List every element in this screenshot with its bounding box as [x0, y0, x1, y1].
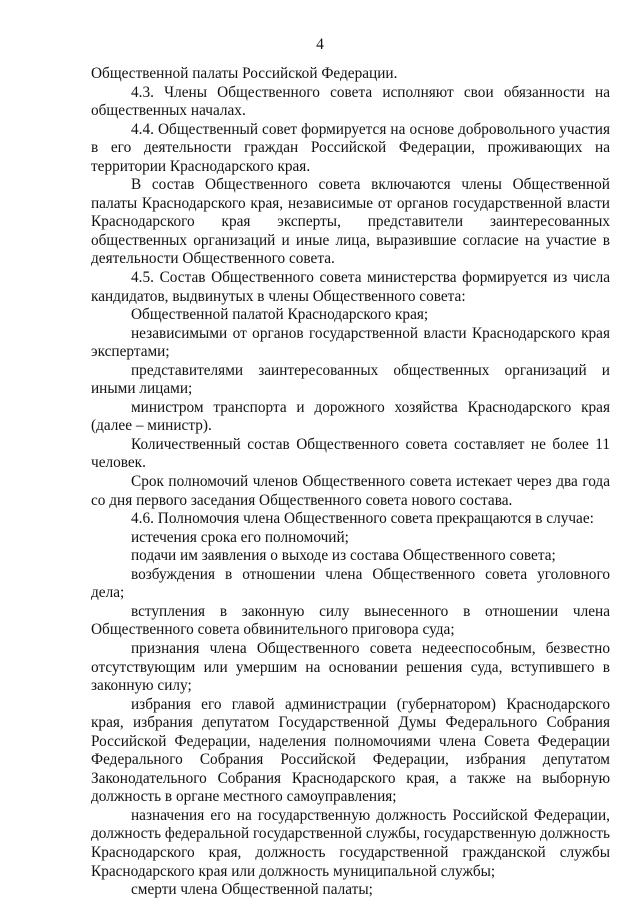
paragraph: 4.6. Полномочия члена Общественного совета прекращаются в случае: — [131, 510, 594, 528]
paragraph: подачи им заявления о выходе из состава Общественного совета; — [131, 547, 556, 565]
paragraph: признания члена Общественного совета недееспособным, безвестно отсутствующим или умершим на основании решения суда, вступившего в законную силу; — [91, 639, 610, 695]
paragraph: Срок полномочий членов Общественного совета истекает через два года со дня первого заседания Общественного совета нового состава. — [91, 473, 610, 509]
paragraph: назначения его на государственную должность Российской Федерации, должность федеральной государственной службы, государственную должность Краснодарского края, должность государственной гражданской службы Краснодарского края или должность муниципальной службы; — [91, 806, 610, 880]
document-body — [91, 65, 610, 900]
paragraph: министром транспорта и дорожного хозяйства Краснодарского края (далее – министр). — [91, 398, 610, 435]
paragraph: 4.3. Члены Общественного совета исполняют свои обязанности на общественных началах. — [91, 83, 610, 120]
paragraph: смерти члена Общественной палаты; — [131, 881, 373, 899]
paragraph: возбуждения в отношении члена Общественного совета уголовного дела; — [91, 565, 610, 602]
paragraph: вступления в законную силу вынесенного в отношении члена Общественного совета обвинительного приговора суда; — [91, 602, 610, 639]
paragraph: истечения срока его полномочий; — [131, 528, 349, 546]
paragraph: Количественный состав Общественного совета составляет не более 11 человек. — [91, 435, 610, 472]
paragraph: представителями заинтересованных общественных организаций и иными лицами; — [91, 361, 610, 398]
paragraph: Общественной палаты Российской Федерации. — [91, 65, 398, 82]
paragraph: избрания его главой администрации (губернатором) Краснодарского края, избрания депутатом Государственной Думы Федерального Собрания Российской Федерации, наделения полномочиями члена Совета Федерации Федерального Собрания Российской Федерации, избрания депутатом Законодательного Собрания Краснодарского края, а также на выборную должность в органе местного самоуправления; — [91, 695, 610, 806]
page-number: 4 — [316, 36, 324, 53]
paragraph: 4.5. Состав Общественного совета министерства формируется из числа кандидатов, выдвинутых в члены Общественного совета: — [91, 269, 610, 305]
paragraph: независимыми от органов государственной власти Краснодарского края экспертами; — [91, 324, 610, 361]
paragraph: 4.4. Общественный совет формируется на основе добровольного участия в его деятельности граждан Российской Федерации, проживающих на территории Краснодарского края. — [91, 120, 610, 175]
paragraph: В состав Общественного совета включаются члены Общественной палаты Краснодарского края, независимые от органов государственной власти Краснодарского края эксперты, представители заинтересованных общественных организаций и иные лица, выразившие согласие на участие в деятельности Общественного совета. — [91, 176, 610, 268]
paragraph: Общественной палатой Краснодарского края; — [131, 306, 429, 324]
